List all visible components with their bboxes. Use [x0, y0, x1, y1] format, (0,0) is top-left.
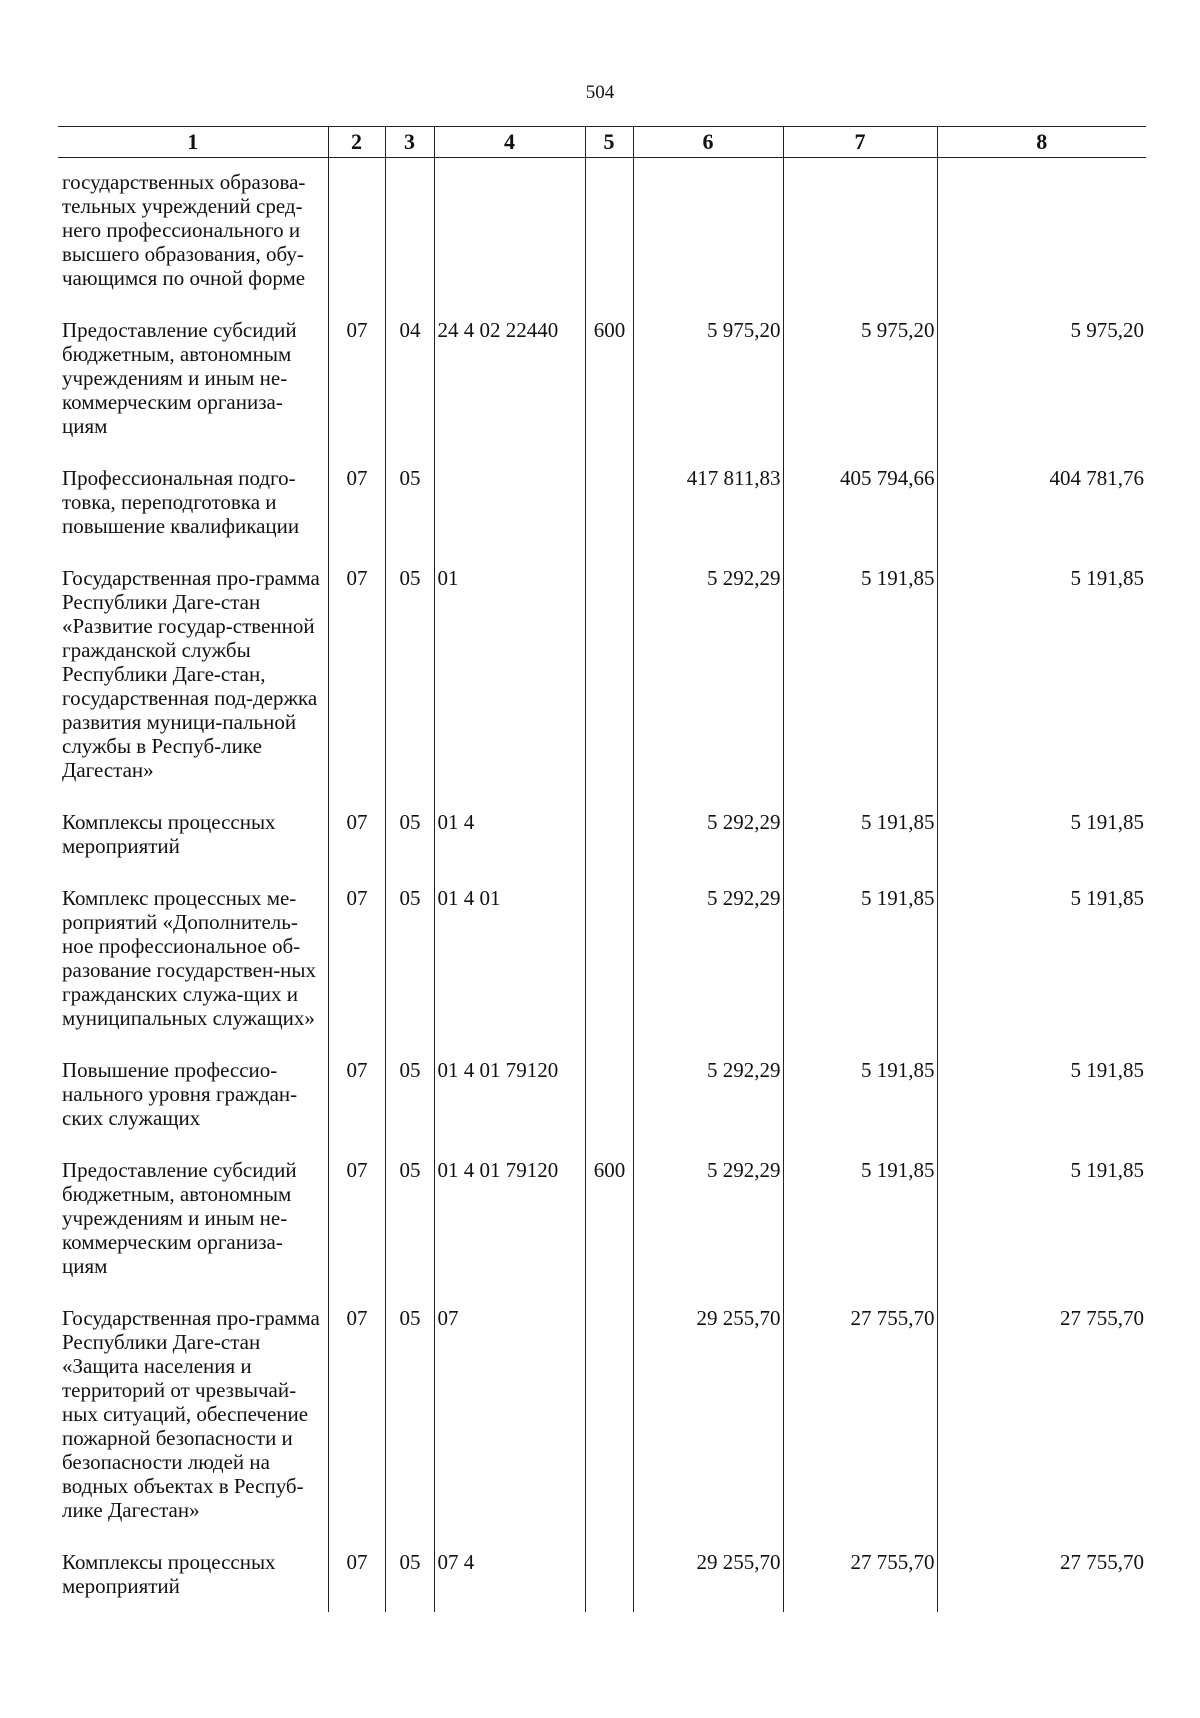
row-subsection: 05 [385, 562, 434, 806]
table-row [58, 562, 1146, 806]
row-amount-col8: 5 191,85 [937, 806, 1146, 882]
row-subsection: 05 [385, 1154, 434, 1302]
row-section: 07 [328, 562, 385, 806]
row-amount-col6: 417 811,83 [633, 462, 783, 562]
row-expense-type: 600 [585, 1154, 633, 1302]
row-target-code: 01 [434, 562, 585, 806]
row-amount-col7: 405 794,66 [783, 462, 937, 562]
row-expense-type [585, 1054, 633, 1154]
row-subsection: 05 [385, 806, 434, 882]
row-subsection: 05 [385, 1054, 434, 1154]
table-row [58, 1302, 1146, 1546]
row-name: Комплекс процессных ме-роприятий «Дополнитель-ное профессиональное об-разование государствен-ных гражданских служа-щих и муниципальных служащих» [62, 886, 317, 1030]
row-name: Предоставление субсидий бюджетным, автономным учреждениям и иным не-коммерческим организа-циям [62, 318, 297, 438]
row-amount-col6: 5 292,29 [633, 1154, 783, 1302]
row-section: 07 [328, 1054, 385, 1154]
column-header-5: 5 [585, 127, 633, 158]
row-name: государственных образова-тельных учреждений сред-него профессионального и высшего образования, обу-чающимся по очной форме [62, 170, 306, 290]
table-row [58, 158, 1146, 315]
row-amount-col7: 27 755,70 [783, 1302, 937, 1546]
row-amount-col7: 5 191,85 [783, 562, 937, 806]
row-subsection [385, 158, 434, 315]
row-amount-col6: 5 975,20 [633, 314, 783, 462]
row-expense-type [585, 158, 633, 315]
header-row [58, 127, 1146, 158]
row-subsection: 05 [385, 1302, 434, 1546]
table-row [58, 882, 1146, 1054]
row-name: Государственная про-грамма Республики Даге-стан «Защита населения и территорий от чрезвычай-ных ситуаций, обеспечение пожарной безопасности и безопасности людей на водных объектах в Респуб-лике Дагестан» [62, 1306, 320, 1522]
row-amount-col8: 27 755,70 [937, 1546, 1146, 1612]
row-amount-col6 [633, 158, 783, 315]
row-subsection: 05 [385, 1546, 434, 1612]
row-amount-col7: 5 975,20 [783, 314, 937, 462]
row-subsection: 05 [385, 882, 434, 1054]
row-expense-type [585, 1302, 633, 1546]
row-amount-col8 [937, 158, 1146, 315]
page-number: 504 [585, 82, 615, 103]
row-amount-col8: 5 975,20 [937, 314, 1146, 462]
column-header-4: 4 [434, 127, 585, 158]
row-name: Комплексы процессных мероприятий [62, 810, 276, 858]
row-target-code [434, 158, 585, 315]
row-amount-col6: 5 292,29 [633, 882, 783, 1054]
row-section: 07 [328, 1302, 385, 1546]
row-name: Повышение профессио-нального уровня граждан-ских служащих [62, 1058, 298, 1130]
row-amount-col7: 27 755,70 [783, 1546, 937, 1612]
row-amount-col6: 29 255,70 [633, 1546, 783, 1612]
row-amount-col8: 27 755,70 [937, 1302, 1146, 1546]
row-amount-col8: 5 191,85 [937, 882, 1146, 1054]
row-expense-type [585, 562, 633, 806]
table-row [58, 314, 1146, 462]
column-header-3: 3 [385, 127, 434, 158]
table-row [58, 806, 1146, 882]
row-amount-col6: 29 255,70 [633, 1302, 783, 1546]
row-amount-col6: 5 292,29 [633, 562, 783, 806]
row-amount-col7: 5 191,85 [783, 1154, 937, 1302]
row-target-code [434, 462, 585, 562]
table-row [58, 1054, 1146, 1154]
row-target-code: 01 4 [434, 806, 585, 882]
row-amount-col8: 5 191,85 [937, 562, 1146, 806]
budget-table [58, 126, 1146, 1612]
column-header-8: 8 [937, 127, 1146, 158]
column-header-1: 1 [58, 127, 328, 158]
row-target-code: 07 [434, 1302, 585, 1546]
row-amount-col7 [783, 158, 937, 315]
row-section [328, 158, 385, 315]
row-section: 07 [328, 462, 385, 562]
column-header-7: 7 [783, 127, 937, 158]
row-section: 07 [328, 882, 385, 1054]
table-row [58, 462, 1146, 562]
column-header-2: 2 [328, 127, 385, 158]
row-target-code: 01 4 01 79120 [434, 1054, 585, 1154]
row-amount-col8: 5 191,85 [937, 1154, 1146, 1302]
row-expense-type [585, 806, 633, 882]
row-amount-col6: 5 292,29 [633, 806, 783, 882]
row-amount-col8: 404 781,76 [937, 462, 1146, 562]
row-target-code: 24 4 02 22440 [434, 314, 585, 462]
row-section: 07 [328, 1546, 385, 1612]
row-expense-type [585, 462, 633, 562]
row-target-code: 01 4 01 79120 [434, 1154, 585, 1302]
row-amount-col7: 5 191,85 [783, 806, 937, 882]
row-amount-col7: 5 191,85 [783, 1054, 937, 1154]
row-section: 07 [328, 1154, 385, 1302]
row-amount-col6: 5 292,29 [633, 1054, 783, 1154]
row-name: Профессиональная подго-товка, переподготовка и повышение квалификации [62, 466, 300, 538]
row-target-code: 07 4 [434, 1546, 585, 1612]
row-expense-type [585, 882, 633, 1054]
row-amount-col8: 5 191,85 [937, 1054, 1146, 1154]
row-expense-type: 600 [585, 314, 633, 462]
row-name: Государственная про-грамма Республики Даге-стан «Развитие государ-ственной гражданской службы Республики Даге-стан, государственная под-держка развития муници-пальной службы в Респуб-лике Дагестан» [62, 566, 320, 782]
row-expense-type [585, 1546, 633, 1612]
row-name: Комплексы процессных мероприятий [62, 1550, 276, 1598]
table-row [58, 1546, 1146, 1612]
row-name: Предоставление субсидий бюджетным, автономным учреждениям и иным не-коммерческим организа-циям [62, 1158, 297, 1278]
row-target-code: 01 4 01 [434, 882, 585, 1054]
column-header-6: 6 [633, 127, 783, 158]
row-section: 07 [328, 314, 385, 462]
row-amount-col7: 5 191,85 [783, 882, 937, 1054]
row-subsection: 05 [385, 462, 434, 562]
row-section: 07 [328, 806, 385, 882]
row-subsection: 04 [385, 314, 434, 462]
table-row [58, 1154, 1146, 1302]
